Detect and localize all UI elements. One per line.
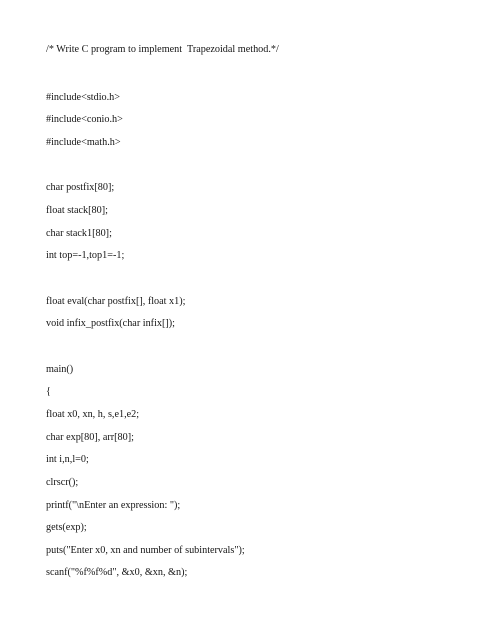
code-line: gets(exp); [46,522,87,533]
code-line: char stack1[80]; [46,228,112,239]
include-math-line: #include<math.h> [46,137,121,148]
code-line: printf("\nEnter an expression: "); [46,500,181,511]
code-line: int i,n,l=0; [46,454,89,465]
code-line: clrscr(); [46,477,79,488]
code-line: scanf("%f%f%d", &x0, &xn, &n); [46,567,188,578]
code-line: int top=-1,top1=-1; [46,250,125,261]
include-stdio-line: #include<stdio.h> [46,92,121,103]
code-line: void infix_postfix(char infix[]); [46,318,176,329]
code-line: float x0, xn, h, s,e1,e2; [46,409,140,420]
code-line: float eval(char postfix[], float x1); [46,296,186,307]
code-line: char postfix[80]; [46,182,115,193]
code-line: float stack[80]; [46,205,108,216]
code-comment-line: /* Write C program to implement Trapezoidal method.*/ [46,44,279,55]
code-line: char exp[80], arr[80]; [46,432,134,443]
code-line: main() [46,364,74,375]
code-line: puts("Enter x0, xn and number of subintervals"); [46,545,245,556]
include-conio-line: #include<conio.h> [46,114,123,125]
code-line: { [46,386,51,397]
